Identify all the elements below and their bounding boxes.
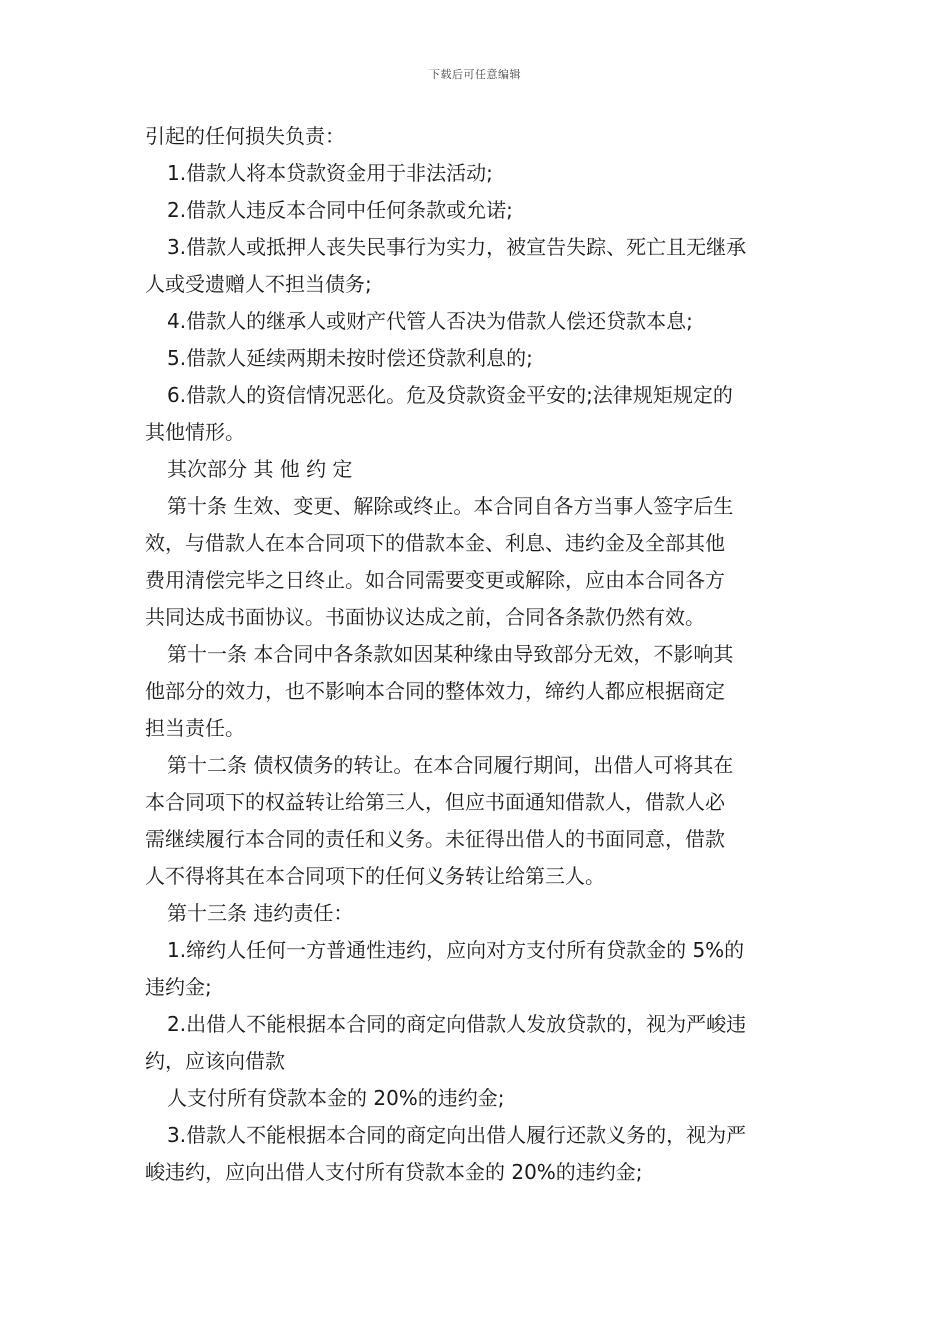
text-line: 1.借款人将本贷款资金用于非法活动; [167,161,493,185]
article-paragraph [145,895,810,932]
list-item [145,377,810,451]
text-line: 其次部分 其 他 约 定 [167,457,353,481]
text-line: 3.借款人或抵押人丧失民事行为实力，被宣告失踪、死亡且无继承 [167,235,747,259]
text-line: 人不得将其在本合同项下的任何义务转让给第三人。 [145,864,605,888]
list-item [145,1006,810,1080]
article-paragraph [145,636,810,747]
text-line: 共同达成书面协议。书面协议达成之前，合同各条款仍然有效。 [145,605,705,629]
text-line: 4.借款人的继承人或财产代管人否决为借款人偿还贷款本息; [167,309,693,333]
text-line: 其他情形。 [145,420,245,444]
text-line: 5.借款人延续两期未按时偿还贷款利息的; [167,346,533,370]
text-line: 费用清偿完毕之日终止。如合同需要变更或解除，应由本合同各方 [145,568,725,592]
text-line: 引起的任何损失负责： [145,124,345,148]
section-heading [145,451,810,488]
text-line: 人支付所有贷款本金的 20%的违约金; [167,1086,505,1110]
list-item [145,1117,810,1191]
text-line: 人或受遗赠人不担当债务; [145,272,372,296]
text-line: 3.借款人不能根据本合同的商定向出借人履行还款义务的，视为严 [167,1123,747,1147]
list-item [145,229,810,303]
list-item [145,303,810,340]
text-line: 担当责任。 [145,716,245,740]
list-item-continuation [145,1080,810,1117]
text-line: 峻违约，应向出借人支付所有贷款本金的 20%的违约金; [145,1160,643,1184]
text-line: 需继续履行本合同的责任和义务。未征得出借人的书面同意，借款 [145,827,725,851]
text-line: 2.出借人不能根据本合同的商定向借款人发放贷款的，视为严峻违 [167,1012,747,1036]
list-item [145,155,810,192]
text-line: 第十条 生效、变更、解除或终止。本合同自各方当事人签字后生 [167,494,734,518]
text-line: 他部分的效力，也不影响本合同的整体效力，缔约人都应根据商定 [145,679,725,703]
text-line: 2.借款人违反本合同中任何条款或允诺; [167,198,513,222]
document-body [145,118,810,1191]
article-paragraph [145,747,810,895]
paragraph [145,118,810,155]
article-paragraph [145,488,810,636]
list-item [145,192,810,229]
text-line: 效，与借款人在本合同项下的借款本金、利息、违约金及全部其他 [145,531,725,555]
text-line: 约，应该向借款 [145,1049,285,1073]
text-line: 第十三条 违约责任： [167,901,354,925]
text-line: 第十二条 债权债务的转让。在本合同履行期间，出借人可将其在 [167,753,734,777]
text-line: 第十一条 本合同中各条款如因某种缘由导致部分无效，不影响其 [167,642,734,666]
list-item [145,932,810,1006]
text-line: 1.缔约人任何一方普通性违约，应向对方支付所有贷款金的 5%的 [167,938,745,962]
page-header: 下载后可任意编辑 [429,68,521,81]
text-line: 6.借款人的资信情况恶化。危及贷款资金平安的;法律规矩规定的 [167,383,733,407]
text-line: 违约金; [145,975,212,999]
text-line: 本合同项下的权益转让给第三人，但应书面通知借款人，借款人必 [145,790,725,814]
list-item [145,340,810,377]
